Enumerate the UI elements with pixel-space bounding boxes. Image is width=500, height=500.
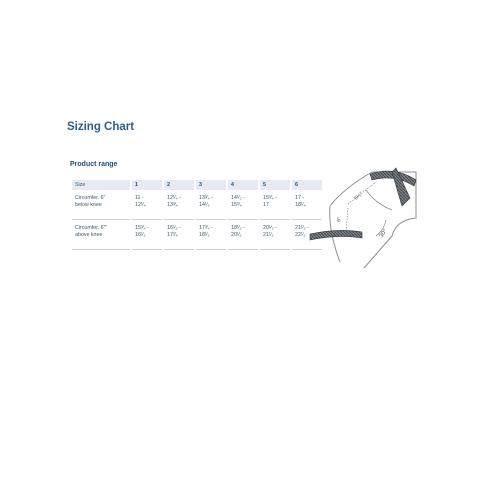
lower-measurement-band [310,230,362,240]
size-header: 1 [132,180,162,190]
table-cell: 18¹⁄₂ - 20¹⁄₂ [228,222,258,250]
size-header: 5 [260,180,290,190]
upper-length-label: 6¹⁄₂" [353,191,365,202]
page-title: Sizing Chart [67,121,135,133]
size-header: 6 [292,180,322,190]
table-cell: 17³⁄₄ - 18¹⁄₂ [196,222,226,250]
table-header-row [72,180,322,190]
table-cell: 20¹⁄₂ - 21¹⁄₂ [260,222,290,250]
knee-measurement-diagram [300,158,420,278]
section-subtitle: Product range [70,161,118,168]
table-cell: 17 - 18¹⁄₄ [292,192,322,220]
row-label: Circumfer. 6"" above knee [72,222,130,250]
table-cell: 15³⁄₄ - 16¹⁄₂ [132,222,162,250]
table-cell: 11 - 12¹⁄₄ [132,192,162,220]
table-cell: 13³⁄₄ - 14¹⁄₂ [196,192,226,220]
table-cell: 14¹⁄₂ - 15³⁄₄ [228,192,258,220]
table-cell: 15³⁄₄ - 17 [260,192,290,220]
angle-label: 30° [378,228,389,240]
lower-length-label: 6" [336,216,343,223]
row-label: Circumfer. 6" below knee [72,192,130,220]
table-cell: 12¹⁄₄ - 13³⁄₄ [164,192,194,220]
sizing-table [70,178,324,252]
table-cell: 21¹⁄₂ - 22¹⁄₂ [292,222,322,250]
table-row [72,222,322,250]
size-header: 4 [228,180,258,190]
table-row [72,192,322,220]
size-header-label: Size [72,180,130,190]
table-cell: 16¹⁄₂ - 17³⁄₄ [164,222,194,250]
size-header: 3 [196,180,226,190]
size-header: 2 [164,180,194,190]
